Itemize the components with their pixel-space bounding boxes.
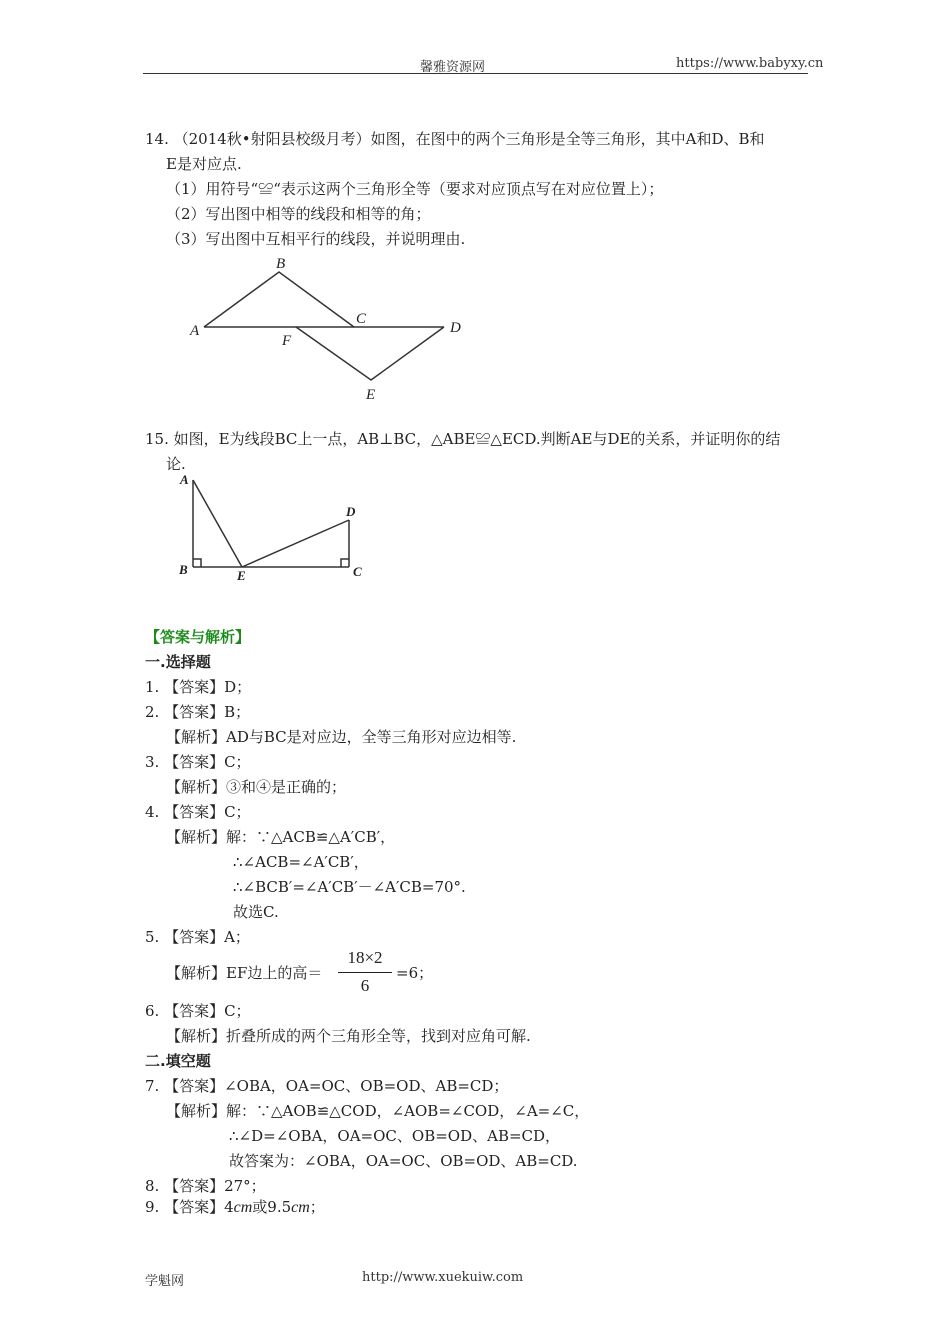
- q14-figure: [180, 250, 480, 410]
- explain-4-line1: 【解析】解：∵△ACB≌△A′CB′，: [166, 828, 396, 846]
- answer-6: 6. 【答案】C；: [145, 1002, 251, 1020]
- q14-sub3: （3）写出图中互相平行的线段，并说明理由.: [166, 230, 466, 248]
- answer-9-prefix: 9. 【答案】4: [145, 1198, 234, 1216]
- q15-label-D: D: [346, 504, 356, 519]
- answer-1: 1. 【答案】D；: [145, 678, 252, 696]
- q14-label-B: B: [276, 256, 286, 272]
- answer-2: 2. 【答案】B；: [145, 703, 251, 721]
- q14-sub2: （2）写出图中相等的线段和相等的角；: [166, 205, 431, 223]
- explain-5-prefix: 【解析】EF边上的高＝: [166, 964, 323, 982]
- q15-line1: 15. 如图，E为线段BC上一点，AB⊥BC，△ABE≌△ECD.判断AE与DE的关系，并证明你的结: [145, 430, 781, 448]
- right-angle-c: [341, 559, 349, 567]
- q14-label-E: E: [366, 387, 376, 403]
- right-angle-b: [193, 559, 201, 567]
- q14-label-C: C: [356, 311, 367, 327]
- q14-label-F: F: [282, 333, 292, 349]
- explain-4-line2: ∴∠ACB=∠A′CB′，: [233, 853, 369, 871]
- answer-9-mid: 或9.5: [252, 1198, 292, 1216]
- q15-label-C: C: [353, 564, 362, 579]
- q14-label-A: A: [190, 323, 200, 339]
- answers-title: 【答案与解析】: [145, 628, 251, 646]
- header-divider: [143, 73, 808, 74]
- q15-label-E: E: [237, 568, 246, 583]
- section-choice: 一.选择题: [145, 653, 211, 671]
- explain-3: 【解析】③和④是正确的；: [166, 778, 347, 796]
- q15-label-B: B: [179, 562, 188, 577]
- triangle-abc: [204, 272, 354, 327]
- segment-ae: [193, 480, 242, 567]
- fraction-numerator: 18×2: [347, 948, 383, 967]
- fraction-denominator: 6: [360, 976, 370, 995]
- answer-3: 3. 【答案】C；: [145, 753, 251, 771]
- answer-9-unit-2: cm: [291, 1199, 310, 1216]
- explain-2: 【解析】AD与BC是对应边，全等三角形对应边相等.: [166, 728, 517, 746]
- q15-figure: [172, 470, 372, 588]
- answer-5: 5. 【答案】A；: [145, 928, 250, 946]
- triangle-fed: [296, 327, 444, 380]
- q14-line2: E是对应点.: [166, 155, 242, 173]
- section-fill: 二.填空题: [145, 1052, 211, 1070]
- fraction-bar: [338, 972, 392, 973]
- answer-9-unit-1: cm: [233, 1199, 253, 1216]
- explain-4-line4: 故选C.: [233, 903, 279, 921]
- segment-de: [242, 520, 349, 567]
- answer-4: 4. 【答案】C；: [145, 803, 251, 821]
- explain-7-line3: 故答案为：∠OBA，OA=OC、OB=OD、AB=CD.: [229, 1152, 578, 1170]
- explain-6: 【解析】折叠所成的两个三角形全等，找到对应角可解.: [166, 1027, 531, 1045]
- q14-line1: 14. （2014秋•射阳县校级月考）如图，在图中的两个三角形是全等三角形，其中A和D、B和: [145, 130, 765, 148]
- explain-4-line3: ∴∠BCB′=∠A′CB′－∠A′CB=70°.: [233, 878, 466, 896]
- q15-label-A: A: [180, 472, 189, 487]
- q14-label-D: D: [450, 320, 461, 336]
- answer-7: 7. 【答案】∠OBA，OA=OC、OB=OD、AB=CD；: [145, 1077, 509, 1095]
- answer-9: [145, 1196, 325, 1217]
- footer-url[interactable]: http://www.xuekuiw.com: [362, 1270, 524, 1285]
- q14-sub1: （1）用符号“≌“表示这两个三角形全等（要求对应顶点写在对应位置上）；: [166, 180, 664, 198]
- answer-9-suffix: ；: [309, 1198, 325, 1216]
- explain-5-result: =6；: [396, 964, 434, 982]
- q15-line2: 论.: [166, 455, 186, 473]
- header-url[interactable]: https://www.babyxy.cn: [676, 56, 824, 71]
- explain-7-line2: ∴∠D=∠OBA，OA=OC、OB=OD、AB=CD，: [229, 1127, 561, 1145]
- explain-7-line1: 【解析】解：∵△AOB≌△COD，∠AOB=∠COD，∠A=∠C，: [166, 1102, 590, 1120]
- footer-site-name: 学魁网: [145, 1274, 185, 1289]
- header-site-name: 馨雅资源网: [420, 60, 486, 75]
- answer-8: 8. 【答案】27°；: [145, 1177, 266, 1195]
